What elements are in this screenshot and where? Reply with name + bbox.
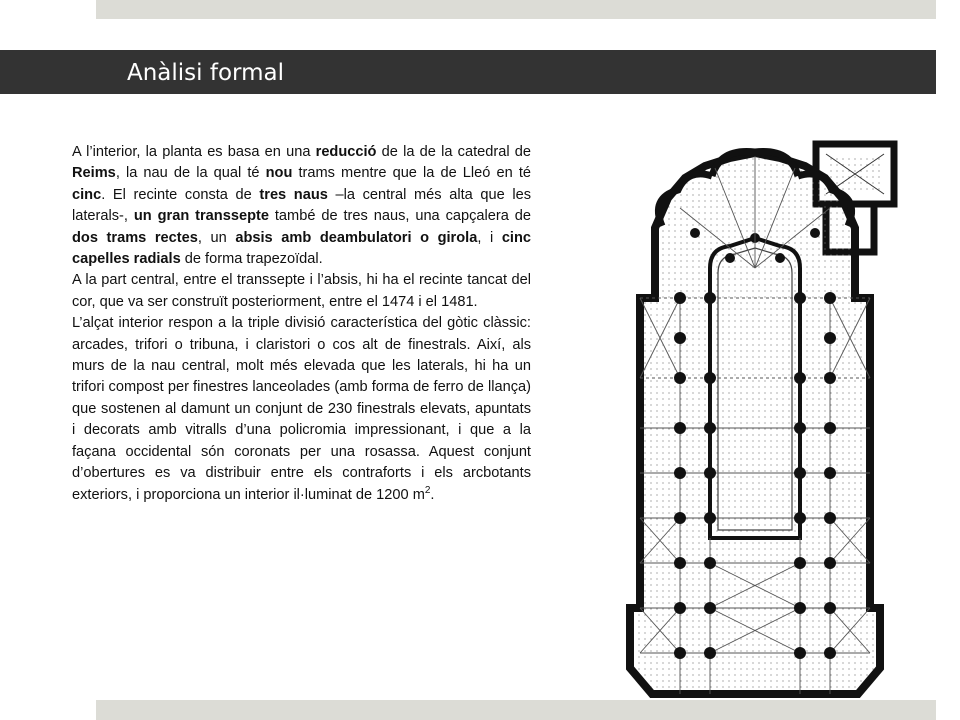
paragraph-2: A la part central, entre el transsepte i l’absis, hi ha el recinte tancat del cor, que va ser construït posteriorment, entre el 1474 i el 1481. <box>72 272 531 310</box>
text-run: trams mentre que la de Lleó en té <box>292 165 532 182</box>
text-run: A l’interior, la planta es basa en una <box>72 144 316 160</box>
body-text <box>72 142 531 506</box>
text-run: , i <box>477 229 502 246</box>
text-run: –la central més alta que les laterals-, <box>72 186 532 225</box>
paragraph-3-text: L’alçat interior respon a la triple divisió característica del gòtic clàssic: arcades, trifori o tribuna, i claristori o cos alt de finestrals. Així, als murs de la nau central, molt més elevada que les laterals, hi ha un trifori compost per finestres lanceolades (amb forma de ferro de llança) que sostenen al damunt un conjunt de 230 finestrals elevats, apuntats i decorats amb vitralls d’una policromia impressionant, i que a la façana occidental són coronats per una rosassa. Aquest conjunt d’obertures es va distribuir entre els contraforts i els arcbotants exteriors, i proporciona un interior il·luminat de 1200 m <box>72 315 531 503</box>
bold-term: nou <box>265 165 293 182</box>
text-run: . El recinte consta de <box>101 186 260 203</box>
text-run: també de tres naus, una capçalera de <box>268 208 532 225</box>
bold-term: cinc <box>72 186 102 203</box>
bold-term: cinc capelles radials <box>72 229 532 268</box>
top-accent-bar <box>96 0 936 19</box>
bold-term: Reims <box>72 165 116 182</box>
text-run: de forma trapezoïdal. <box>180 251 323 268</box>
bold-term: dos trams rectes <box>72 229 198 246</box>
bold-term: reducció <box>315 144 377 160</box>
text-run: , un <box>197 229 236 246</box>
paragraph-3-end: . <box>430 486 435 503</box>
paragraph-1 <box>72 142 531 270</box>
bottom-accent-bar <box>96 700 936 720</box>
superscript-2: 2 <box>424 484 431 496</box>
cathedral-floor-plan-icon <box>600 138 920 700</box>
slide-title: Anàlisi formal <box>127 60 284 86</box>
bold-term: tres naus <box>259 186 328 203</box>
bold-term: absis amb deambulatori o girola <box>235 229 478 246</box>
text-run: de la de la catedral de <box>376 144 532 160</box>
bold-term: un gran transsepte <box>133 208 269 225</box>
text-run: , la nau de la qual té <box>115 165 266 182</box>
paragraph-3 <box>72 313 531 506</box>
